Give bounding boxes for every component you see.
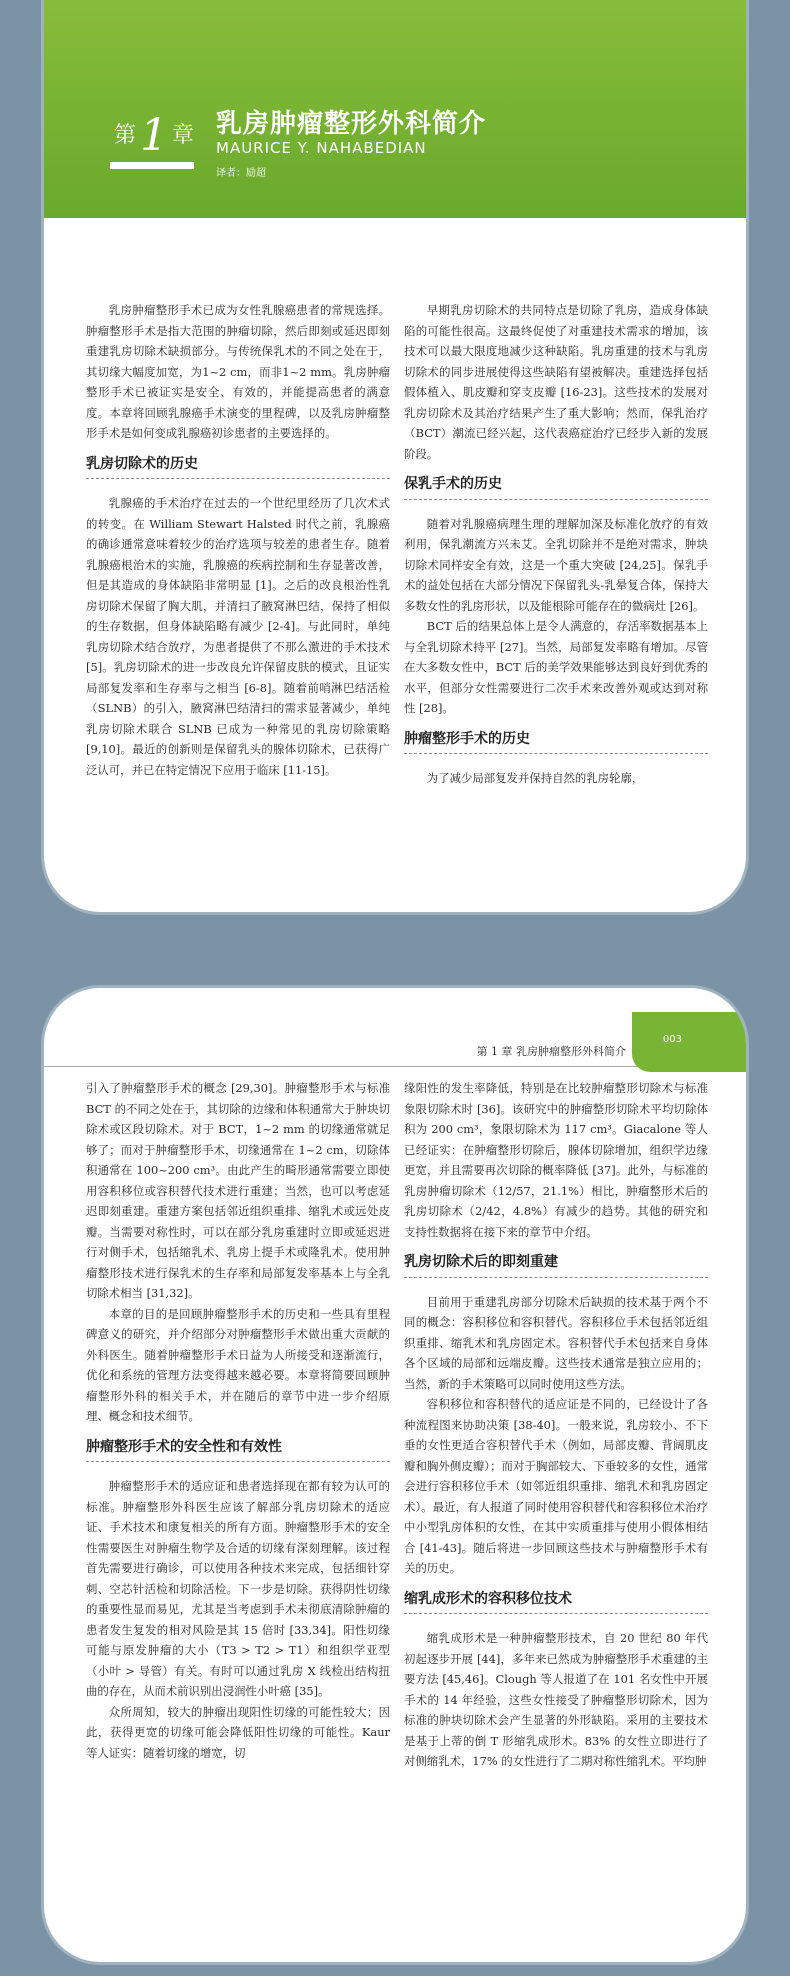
chapter-number: [114, 110, 194, 161]
chapter-prefix: 第: [114, 123, 137, 148]
paragraph: 缘阳性的发生率降低，特别是在比较肿瘤整形切除术与标准象限切除术时 [36]。该研究中的肿瘤整形切除术平均切除体积为 200 cm³，象限切除术为 117 cm³。Giacalone 等人已经证实：在肿瘤整形切除后，腺体切除增加，组织学边缘更宽，并且需要再次切除的概率降低 [37]。此外，与标准的乳房肿瘤切除术（12/57，21.1%）相比，肿瘤整形术后的乳房切除术（2/42，4.8%）有减少的趋势。其他的研究和支持性数据将在接下来的章节中介绍。: [404, 1081, 708, 1239]
chapter-suffix: 章: [172, 123, 195, 148]
page2-right-column: [404, 1078, 708, 1772]
running-head-text: 第 1 章 乳房肿瘤整形外科简介: [476, 1045, 626, 1058]
section-heading: 乳房切除术的历史: [86, 454, 390, 480]
paragraph: 众所周知，较大的肿瘤出现阳性切缘的可能性较大；因此，获得更宽的切缘可能会降低阳性切缘的可能性。Kaur 等人证实：随着切缘的增宽，切: [86, 1704, 390, 1760]
paragraph: BCT 后的结果总体上是令人满意的，存活率数据基本上与全乳切除术持平 [27]。当然，局部复发率略有增加。尽管在大多数女性中，BCT 后的美学效果能够达到良好到优秀的水平，但部分女性需要进行二次手术来改善外观或达到对称性 [28]。: [404, 619, 708, 715]
section-heading: 肿瘤整形手术的历史: [404, 729, 708, 755]
paragraph: 缩乳成形术是一种肿瘤整形技术，自 20 世纪 80 年代初起逐步开展 [44]，多年来已然成为肿瘤整形手术重建的主要方法 [45,46]。Clough 等人报道了在 101 名女性中开展手术的 14 年经验，这些女性接受了肿瘤整形切除术，因为标准的肿块切除术会产生显著的外形缺陷。采用的主要技术是基于上蒂的倒 T 形缩乳成形术。83% 的女性立即进行了对侧缩乳术，17% 的女性进行了二期对称性缩乳术。平均肿: [404, 1631, 708, 1768]
paragraph: 目前用于重建乳房部分切除术后缺损的技术基于两个不同的概念：容积移位和容积替代。容积移位手术包括邻近组织重排、缩乳术和乳房固定术。容积替代手术包括来自身体各个区域的局部和远端皮瓣。这些技术通常是独立应用的；当然，新的手术策略可以同时使用这些方法。: [404, 1294, 708, 1391]
page1-right-column: [404, 300, 708, 789]
paragraph: 早期乳房切除术的共同特点是切除了乳房，造成身体缺陷的可能性很高。这最终促使了对重建技术需求的增加，该技术可以最大限度地减少这种缺陷。乳房重建的技术与乳房切除术的同步进展使得这些缺陷有望被解决。重建选择包括假体植入、肌皮瓣和穿支皮瓣 [16-23]。这些技术的发展对乳房切除术及其治疗结果产生了重大影响；然而，保乳治疗（BCT）潮流已经兴起，这代表癌症治疗已经步入新的发展阶段。: [404, 303, 708, 461]
paragraph: 引入了肿瘤整形手术的概念 [29,30]。肿瘤整形手术与标准 BCT 的不同之处在于，其切除的边缘和体积通常大于肿块切除术或区段切除术。对于 BCT，1~2 mm 的切缘通常就足够了；而对于肿瘤整形手术，切缘通常在 1~2 cm，切除体积通常在 100~200 cm³。由此产生的畸形通常需要立即使用容积移位或容积替代技术进行重建；当然，也可以考虑延迟即刻重建。重建方案包括邻近组织重排、缩乳术或远处皮瓣。当需要对称性时，可以在部分乳房重建时立即或延迟进行对侧手术，包括缩乳术、乳房上提手术或隆乳术。使用肿瘤整形技术进行保乳术的生存率和局部复发率基本上与全乳切除术相当 [31,32]。: [86, 1081, 390, 1300]
section-heading: 肿瘤整形手术的安全性和有效性: [86, 1437, 390, 1463]
paragraph: 乳房肿瘤整形手术已成为女性乳腺癌患者的常规选择。肿瘤整形手术是指大范围的肿瘤切除，然后即刻或延迟即刻重建乳房切除术缺损部分。与传统保乳术的不同之处在于，其切缘大幅度加宽，为1~2 cm，而非1~2 mm。乳房肿瘤整形手术已被证实是安全、有效的，并能提高患者的满意度。本章将回顾乳腺癌手术演变的里程碑，以及乳房肿瘤整形手术是如何变成乳腺癌初诊患者的主要选择的。: [86, 303, 390, 440]
page-number-tab: [632, 1012, 746, 1072]
paragraph: 乳腺癌的手术治疗在过去的一个世纪里经历了几次术式的转变。在 William Stewart Halsted 时代之前，乳腺癌的确诊通常意味着较少的治疗选项与较差的患者生存。随着乳腺癌根治术的实施，乳腺癌的疾病控制和生存显著改善，但是其造成的身体缺陷非常明显 [1]。之后的改良根治性乳房切除术保留了胸大肌，并清扫了腋窝淋巴结，保持了相似的生存数据，但身体缺陷略有减少 [2-4]。与此同时，单纯乳房切除术结合放疗，为患者提供了不那么激进的手术技术 [5]。乳房切除术的进一步改良允许保留皮肤的模式，且证实局部复发率和生存率与之相当 [6-8]。随着前哨淋巴结活检（SLNB）的引入，腋窝淋巴结清扫的需求显著减少，单纯乳房切除术联合 SLNB 已成为一种常见的乳房切除策略 [9,10]。最近的创新则是保留乳头的腺体切除术，已获得广泛认可，并已在特定情况下应用于临床 [11-15]。: [86, 496, 390, 777]
chapter-title: 乳房肿瘤整形外科简介: [216, 109, 487, 139]
paragraph: 为了减少局部复发并保持自然的乳房轮廓，: [426, 771, 644, 785]
page2-left-column: [86, 1078, 390, 1763]
paragraph: 肿瘤整形手术的适应证和患者选择现在都有较为认可的标准。肿瘤整形外科医生应该了解部分乳房切除术的适应证、手术技术和康复相关的所有方面。肿瘤整形手术的安全性需要医生对肿瘤生物学及合适的切缘有深刻理解。该过程首先需要进行确诊，可以使用各种技术来完成，包括细针穿刺、空芯针活检和切除活检。下一步是切除。获得阴性切缘的重要性显而易见，尤其是当考虑到手术未彻底清除肿瘤的患者发生复发的相对风险是其 15 倍时 [33,34]。阳性切缘可能与原发肿瘤的大小（T3 > T2 > T1）和组织学亚型（小叶 > 导管）有关。有时可以通过乳房 X 线检出结构扭曲的存在，从而术前识别出浸润性小叶癌 [35]。: [86, 1479, 390, 1698]
chapter-translator: 译者：励超: [216, 168, 266, 179]
page-1: [44, 0, 746, 912]
paragraph: 容积移位和容积替代的适应证是不同的，已经设计了各种流程图来协助决策 [38-40]。一般来说，乳房较小、不下垂的女性更适合容积替代手术（例如，局部皮瓣、背阔肌皮瓣和胸外侧皮瓣）；而对于胸部较大、下垂较多的女性，通常会进行容积移位手术（如邻近组织重排、缩乳术和乳房固定术）。最近，有人报道了同时使用容积替代和容积移位术治疗中小型乳房体积的女性，在其中实质重排与使用小假体相结合 [41-43]。随后将进一步回顾这些技术与肿瘤整形手术有关的历史。: [404, 1397, 708, 1575]
paragraph: 本章的目的是回顾肿瘤整形手术的历史和一些具有里程碑意义的研究，并介绍部分对肿瘤整形手术做出重大贡献的外科医生。随着肿瘤整形手术日益为人所接受和逐渐流行，优化和系统的管理方法变得越来越必要。本章将简要回顾肿瘤整形外科的相关手术，并在随后的章节中进一步介绍原理、概念和技术细节。: [86, 1306, 390, 1423]
section-heading: 缩乳成形术的容积移位技术: [404, 1589, 708, 1615]
chapter-num: 1: [140, 110, 169, 161]
section-heading: 保乳手术的历史: [404, 474, 708, 500]
page-number: 003: [662, 1034, 682, 1045]
chapter-underline: [110, 162, 194, 169]
page1-left-column: [86, 300, 390, 780]
paragraph: 随着对乳腺癌病理生理的理解加深及标准化放疗的有效利用，保乳潮流方兴未艾。全乳切除并不是绝对需求，肿块切除术同样安全有效，这是一个重大突破 [24,25]。保乳手术的益处包括在大部分情况下保留乳头-乳晕复合体，保持大多数女性的乳房形状，以及能根除可能存在的微病灶 [26]。: [404, 516, 708, 613]
chapter-author: MAURICE Y. NAHABEDIAN: [216, 139, 427, 157]
page-2: [44, 988, 746, 1962]
section-heading: 乳房切除术后的即刻重建: [404, 1252, 708, 1278]
